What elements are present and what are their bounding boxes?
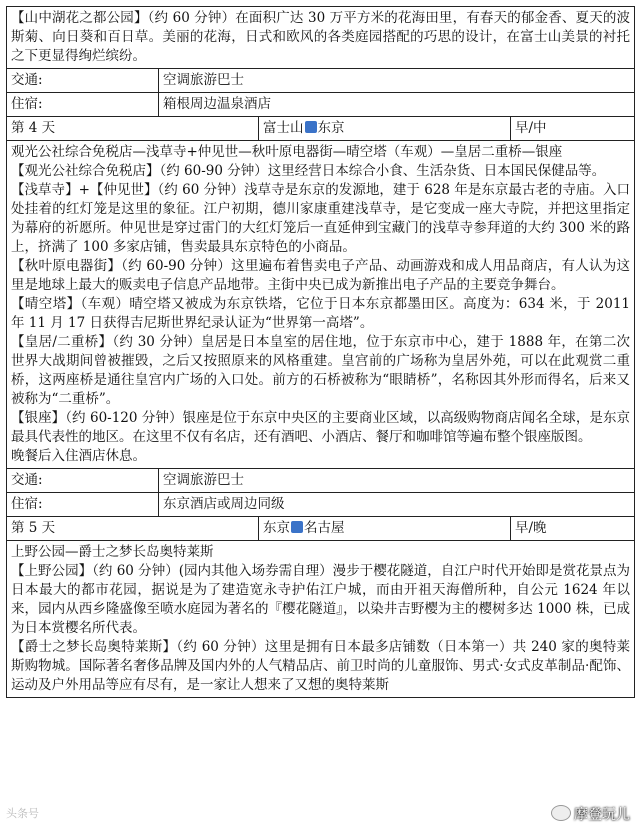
day4-paragraph: 晚餐后入住酒店休息。 xyxy=(11,448,146,464)
transport-row xyxy=(7,69,635,93)
stay-label: 住宿: xyxy=(7,493,159,517)
stay-value: 箱根周边温泉酒店 xyxy=(159,93,635,117)
day4-paragraph: 【浅草寺】+【仲见世】（约 60 分钟）浅草寺是东京的发源地，建于 628 年是东京最古老的寺庙。入口处挂着的红灯笼是这里的象征。江户初期，德川家康重建浅草寺，是它变成一座大寺院，并把这里指定为幕府的祈愿所。仲见世是穿过雷门的大红灯笼后一直延伸到宝藏门的浅草寺参拜道的大约 300 米的路上，挤满了 100 多家店铺，售卖最具东京特色的小商品。 xyxy=(11,182,631,255)
day5-meals: 早/晚 xyxy=(511,517,635,541)
day5-content-row xyxy=(7,541,635,698)
day5-route-to: 名古屋 xyxy=(304,520,345,536)
day5-paragraph: 【爵士之梦长岛奥特莱斯】（约 60 分钟）这里是拥有日本最多店铺数（日本第一）共 240 家的奥特莱斯购物城。国际著名奢侈品牌及国内外的人气精品店、前卫时尚的儿童服饰、男式·女式皮革制品·配饰、运动及户外用品等应有尽有，是一家让人想来了又想的奥特莱斯 xyxy=(11,639,631,693)
day4-summary: 观光公社综合免税店—浅草寺+仲见世—秋叶原电器街—晴空塔（车观）—皇居二重桥—银座 xyxy=(11,144,563,160)
day4-route-to: 东京 xyxy=(317,120,345,136)
transport-label: 交通: xyxy=(7,469,159,493)
intro-paragraph: 【山中湖花之都公园】（约 60 分钟）在面积广达 30 万平方米的花海田里，有春天的郁金香、夏天的波斯菊、向日葵和百日草。美丽的花海，日式和欧风的各类庭园搭配的巧思的设计，在富士山美景的衬托之下更显得绚烂缤纷。 xyxy=(11,10,631,64)
stay-row xyxy=(7,93,635,117)
day5-paragraph: 【上野公园】（约 60 分钟）(园内其他入场券需自理）漫步于樱花隧道，自江户时代开始即是赏花景点为日本最大的都市花园，据说是为了建造宽永寺护佑江户城，而由开祖天海僧所种，自公元 1624 年以来，园内从西乡隆盛像至喷水庭园为著名的『樱花隧道』，以染井吉野樱为主的樱树多达 1000 株，已成为日本赏樱名所代表。 xyxy=(11,563,631,636)
wechat-logo-icon xyxy=(551,805,571,821)
transport-value: 空调旅游巴士 xyxy=(159,469,635,493)
day5-route-from: 东京 xyxy=(263,520,290,536)
transport-label: 交通: xyxy=(7,69,159,93)
stay-label: 住宿: xyxy=(7,93,159,117)
intro-row xyxy=(7,7,635,69)
day5-summary: 上野公园—爵士之梦长岛奥特莱斯 xyxy=(11,544,214,560)
itinerary-page xyxy=(6,6,634,698)
day5-header-row xyxy=(7,517,635,541)
day4-stay-row xyxy=(7,493,635,517)
watermark-right-text: 摩登玩儿 xyxy=(574,807,630,823)
day4-paragraph: 【晴空塔】（车观）晴空塔又被成为东京铁塔，它位于日本东京都墨田区。高度为：634 米，于 2011 年 11 月 17 日获得吉尼斯世界纪录认证为“世界第一高塔”。 xyxy=(11,296,631,331)
watermark-right xyxy=(551,805,630,825)
bus-icon xyxy=(291,521,303,533)
day5-route xyxy=(259,517,511,541)
day4-paragraph: 【秋叶原电器街】（约 60-90 分钟）这里遍布着售卖电子产品、动画游戏和成人用品商店，有人认为这里是地球上最大的贩卖电子信息产品地带。主街中央已成为新推出电子产品的主要竞争舞台。 xyxy=(11,258,631,293)
itinerary-table xyxy=(6,6,635,698)
day4-paragraph: 【皇居/二重桥】（约 30 分钟）皇居是日本皇室的居住地，位于东京市中心，建于 1888 年，在第二次世界大战期间曾被摧毁，之后又按照原来的风格重建。皇宫前的广场称为皇居外苑，可以在此观赏二重桥，这两座桥是通往皇宫内广场的入口处。前方的石桥被称为“眼睛桥”，名称因其外形而得名，后来又被称为“二重桥”。 xyxy=(11,334,631,407)
day4-header-row xyxy=(7,117,635,141)
day4-paragraph: 【观光公社综合免税店】（约 60-90 分钟）这里经营日本综合小食、生活杂货、日本国民保健品等。 xyxy=(11,163,606,179)
day4-route-from: 富士山 xyxy=(263,120,304,136)
day4-route xyxy=(259,117,511,141)
day4-meals: 早/中 xyxy=(511,117,635,141)
day5-day-label: 第 5 天 xyxy=(7,517,259,541)
stay-value: 东京酒店或周边同级 xyxy=(159,493,635,517)
watermark-left: 头条号 xyxy=(6,807,39,820)
day4-paragraph: 【银座】（约 60-120 分钟）银座是位于东京中央区的主要商业区域，以高级购物商店闻名全球，是东京最具代表性的地区。在这里不仅有名店，还有酒吧、小酒店、餐厅和咖啡馆等遍布整个银座版图。 xyxy=(11,410,631,445)
bus-icon xyxy=(305,121,317,133)
day4-content-row xyxy=(7,141,635,469)
day4-transport-row xyxy=(7,469,635,493)
transport-value: 空调旅游巴士 xyxy=(159,69,635,93)
day4-day-label: 第 4 天 xyxy=(7,117,259,141)
